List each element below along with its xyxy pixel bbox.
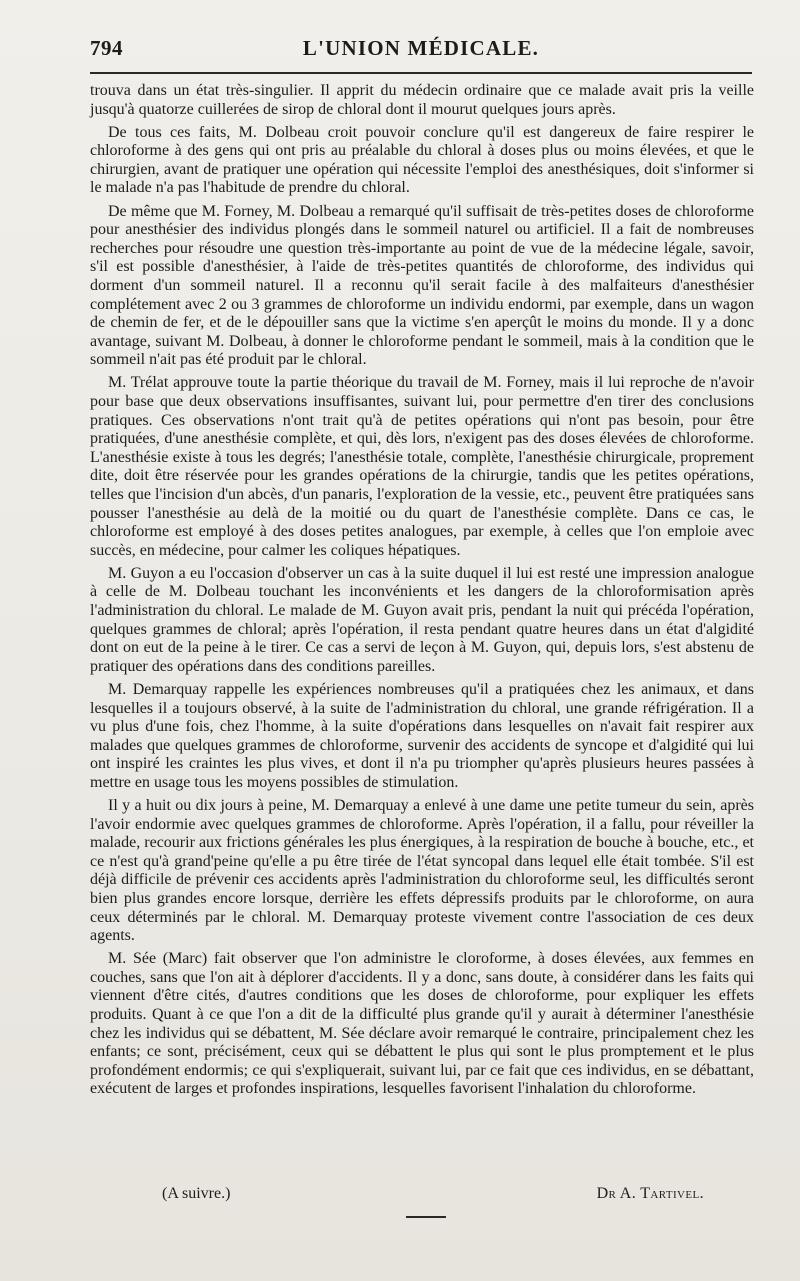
- paragraph-3: De même que M. Forney, M. Dolbeau a remarqué qu'il suffisait de très-petites doses de chloroforme pour anesthésier des individus plongés dans le sommeil naturel ou artificiel. Il a fait de nombreuses recherches pour résoudre une question très-importante au point de vue de la médecine légale, savoir, s'il est possible d'anesthésier, à l'aide de très-petites quantités de chloroforme, des individus qui dorment d'un sommeil naturel. Il a reconnu qu'il serait facile à des malfaiteurs d'anesthésier complétement avec 2 ou 3 grammes de chloroforme un individu endormi, par exemple, dans un wagon de chemin de fer, et de le dépouiller sans que la victime s'en aperçût le moins du monde. Il y a donc avantage, suivant M. Dolbeau, à donner le chloroforme pendant le sommeil, mais à la condition que le sommeil n'ait pas été produit par le chloral.: [90, 202, 754, 369]
- continuation-note: (A suivre.): [162, 1185, 231, 1202]
- paragraph-8: M. Sée (Marc) fait observer que l'on administre le cloroforme, à doses élevées, aux femmes en couches, sans que l'on ait à déplorer d'accidents. Il y a donc, sans doute, à considérer dans les faits qui viennent d'être cités, d'autres conditions que les doses de chloroforme, pour expliquer les effets produits. Quant à ce que l'on a dit de la difficulté plus grande qu'il y aurait à déterminer l'anesthésie chez les individus qui se débattent, M. Sée déclare avoir remarqué le contraire, principalement chez les enfants; ce sont, précisément, ceux qui se débattent le plus qui sont le plus promptement et le plus profondément endormis; ce qui s'expliquerait, suivant lui, par ce fait que ces individus, en se débattant, exécutent de larges et profondes inspirations, lesquelles favorisent l'inhalation du chloroforme.: [90, 950, 754, 1098]
- paragraph-7: Il y a huit ou dix jours à peine, M. Demarquay a enlevé à une dame une petite tumeur du sein, après l'avoir endormie avec quelques grammes de chloroforme. Après l'opération, il a fallu, pour réveiller la malade, recourir aux frictions générales les plus énergiques, à la respiration de bouche à bouche, etc., et ce n'est qu'à grand'peine qu'elle a pu être tirée de l'état syncopal dans lequel elle était tombée. S'il est déjà difficile de prévenir ces accidents après l'administration du chloroforme seul, les difficultés seront bien plus grandes encore lorsque, derrière les effets dépressifs produits par le chloroforme, on aura ceux déterminés par le chloral. M. Demarquay proteste vivement contre l'association de ces deux agents.: [90, 796, 754, 945]
- footer-rule: [406, 1216, 446, 1218]
- author-signature: Dr A. Tartivel.: [596, 1185, 704, 1202]
- paragraph-2: De tous ces faits, M. Dolbeau croit pouvoir conclure qu'il est dangereux de faire respirer le chloroforme à des gens qui ont pris au préalable du chloral à doses plus ou moins élevées, et que le chirurgien, avant de pratiquer une opération qui nécessite l'emploi des anesthésiques, doit s'informer si le malade n'a pas l'habitude de prendre du chloral.: [90, 123, 754, 197]
- paragraph-6: M. Demarquay rappelle les expériences nombreuses qu'il a pratiquées chez les animaux, et dans lesquelles il a toujours observé, à la suite de l'administration du chloral, une grande réfrigération. Il a vu plus d'une fois, chez l'homme, à la suite d'opérations dans lesquelles on n'avait fait respirer aux malades que quelques grammes de chloroforme, survenir des accidents de syncope et d'algidité qui lui ont inspiré les craintes les plus vives, et dont il n'a pu triompher qu'après plusieurs heures passées à mettre en usage tous les moyens possibles de stimulation.: [90, 680, 754, 791]
- page-header: [90, 34, 752, 64]
- article-body: [90, 82, 754, 1103]
- paragraph-4: M. Trélat approuve toute la partie théorique du travail de M. Forney, mais il lui reproche de n'avoir pour base que deux observations insuffisantes, suivant lui, pour permettre d'en tirer des conclusions pratiques. Ces observations n'ont trait qu'à de petites opérations qui n'ont pas besoin, pour être pratiquées, d'une anesthésie complète, et qui, dès lors, n'exigent pas des doses élevées de chloroforme. L'anesthésie existe à tous les degrés; l'anesthésie totale, complète, l'anesthésie chirurgicale, proprement dite, doit être réservée pour les grandes opérations de la chirurgie, tandis que les petites opérations, telles que l'incision d'un abcès, d'un panaris, l'exploration de la vessie, etc., peuvent être pratiquées sans pousser l'anesthésie au delà de la moitié ou du quart de l'anesthésie complète. Dans ce cas, le chloroforme est employé à des doses petites analogues, par exemple, à celles que l'on emploie avec succès, en médecine, pour calmer les coliques hépatiques.: [90, 374, 754, 559]
- paragraph-5: M. Guyon a eu l'occasion d'observer un cas à la suite duquel il lui est resté une impression analogue à celle de M. Dolbeau touchant les inconvénients et les dangers de la chloroformisation après l'administration du chloral. Le malade de M. Guyon avait pris, pendant la nuit qui précéda l'opération, quelques grammes de chloral; après l'opération, il resta pendant quatre heures dans un état d'algidité dont on eut de la peine à le tirer. Ce cas a servi de leçon à M. Guyon, qui, depuis lors, s'est abstenu de pratiquer des opérations dans des conditions pareilles.: [90, 564, 754, 675]
- page-number: 794: [90, 36, 123, 60]
- journal-title: L'UNION MÉDICALE.: [302, 36, 540, 60]
- signature-line: [90, 1185, 752, 1207]
- paragraph-1: trouva dans un état très-singulier. Il apprit du médecin ordinaire que ce malade avait pris la veille jusqu'à quatorze cuillerées de sirop de chloral dont il mourut quelques jours après.: [90, 82, 754, 118]
- header-rule: [90, 72, 752, 74]
